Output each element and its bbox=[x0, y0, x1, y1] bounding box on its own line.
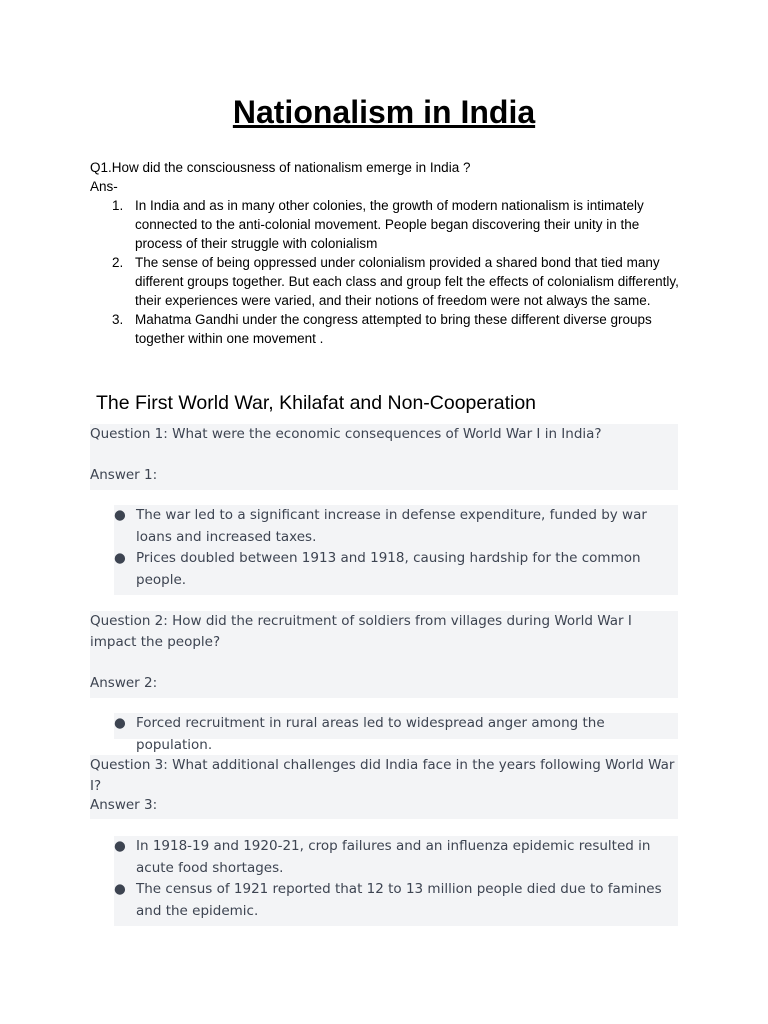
answer-bullet-text: The war led to a significant increase in defense expenditure, funded by war loans and increased taxes. bbox=[136, 507, 647, 545]
q1-answer-number: 3. bbox=[112, 312, 124, 327]
answer-list bbox=[114, 505, 678, 595]
question-block bbox=[90, 424, 678, 490]
q1-answer-item bbox=[90, 310, 690, 348]
q1-answer-item bbox=[90, 253, 690, 310]
answer-label: Answer 1: bbox=[90, 467, 158, 483]
bullet-icon: ● bbox=[114, 507, 126, 523]
question-block bbox=[90, 611, 678, 698]
question-text: Question 1: What were the economic consequences of World War I in India? bbox=[90, 426, 602, 442]
answer-bullet bbox=[114, 505, 678, 548]
question-text: Question 3: What additional challenges did India face in the years following World War I? bbox=[90, 757, 675, 794]
q1-answer-text: In India and as in many other colonies, the growth of modern nationalism is intimately connected to the anti-colonial movement. People began discovering their unity in the process of their struggle with colonialism bbox=[135, 198, 644, 251]
q1-answer-text: The sense of being oppressed under colonialism provided a shared bond that tied many different groups together. But each class and group felt the effects of colonialism differently, their experiences were varied, and their notions of freedom were not always the same. bbox=[135, 255, 679, 308]
bullet-icon: ● bbox=[114, 881, 126, 897]
answer-label: Answer 2: bbox=[90, 675, 158, 691]
q1-answer-text: Mahatma Gandhi under the congress attempted to bring these different diverse groups together within one movement . bbox=[135, 312, 652, 346]
question-block bbox=[90, 755, 678, 819]
q1-answer-item bbox=[90, 196, 690, 253]
section-heading: The First World War, Khilafat and Non-Cooperation bbox=[96, 392, 537, 414]
answer-bullet bbox=[114, 713, 678, 756]
answer-label: Answer 3: bbox=[90, 797, 158, 813]
answer-bullet-text: The census of 1921 reported that 12 to 13 million people died due to famines and the epidemic. bbox=[136, 881, 662, 919]
q1-answer-number: 1. bbox=[112, 198, 124, 213]
q1-block bbox=[90, 158, 690, 348]
q1-answer-list bbox=[90, 196, 690, 348]
q1-answer-label: Ans- bbox=[90, 179, 118, 194]
bullet-icon: ● bbox=[114, 715, 126, 731]
answer-list bbox=[114, 713, 678, 753]
question-text: Question 2: How did the recruitment of soldiers from villages during World War I impact the people? bbox=[90, 613, 632, 650]
answer-bullet-text: In 1918-19 and 1920-21, crop failures and an influenza epidemic resulted in acute food shortages. bbox=[136, 838, 651, 876]
answer-list bbox=[114, 836, 678, 926]
answer-bullet bbox=[114, 548, 678, 591]
bullet-icon: ● bbox=[114, 550, 126, 566]
answer-bullet bbox=[114, 836, 678, 879]
answer-bullet-text: Forced recruitment in rural areas led to widespread anger among the population. bbox=[136, 715, 605, 753]
q1-answer-number: 2. bbox=[112, 255, 124, 270]
q1-question: Q1.How did the consciousness of nationalism emerge in India ? bbox=[90, 160, 471, 175]
bullet-icon: ● bbox=[114, 838, 126, 854]
answer-bullet bbox=[114, 879, 678, 922]
answer-bullet-text: Prices doubled between 1913 and 1918, causing hardship for the common people. bbox=[136, 550, 641, 588]
page-title: Nationalism in India bbox=[232, 94, 536, 130]
